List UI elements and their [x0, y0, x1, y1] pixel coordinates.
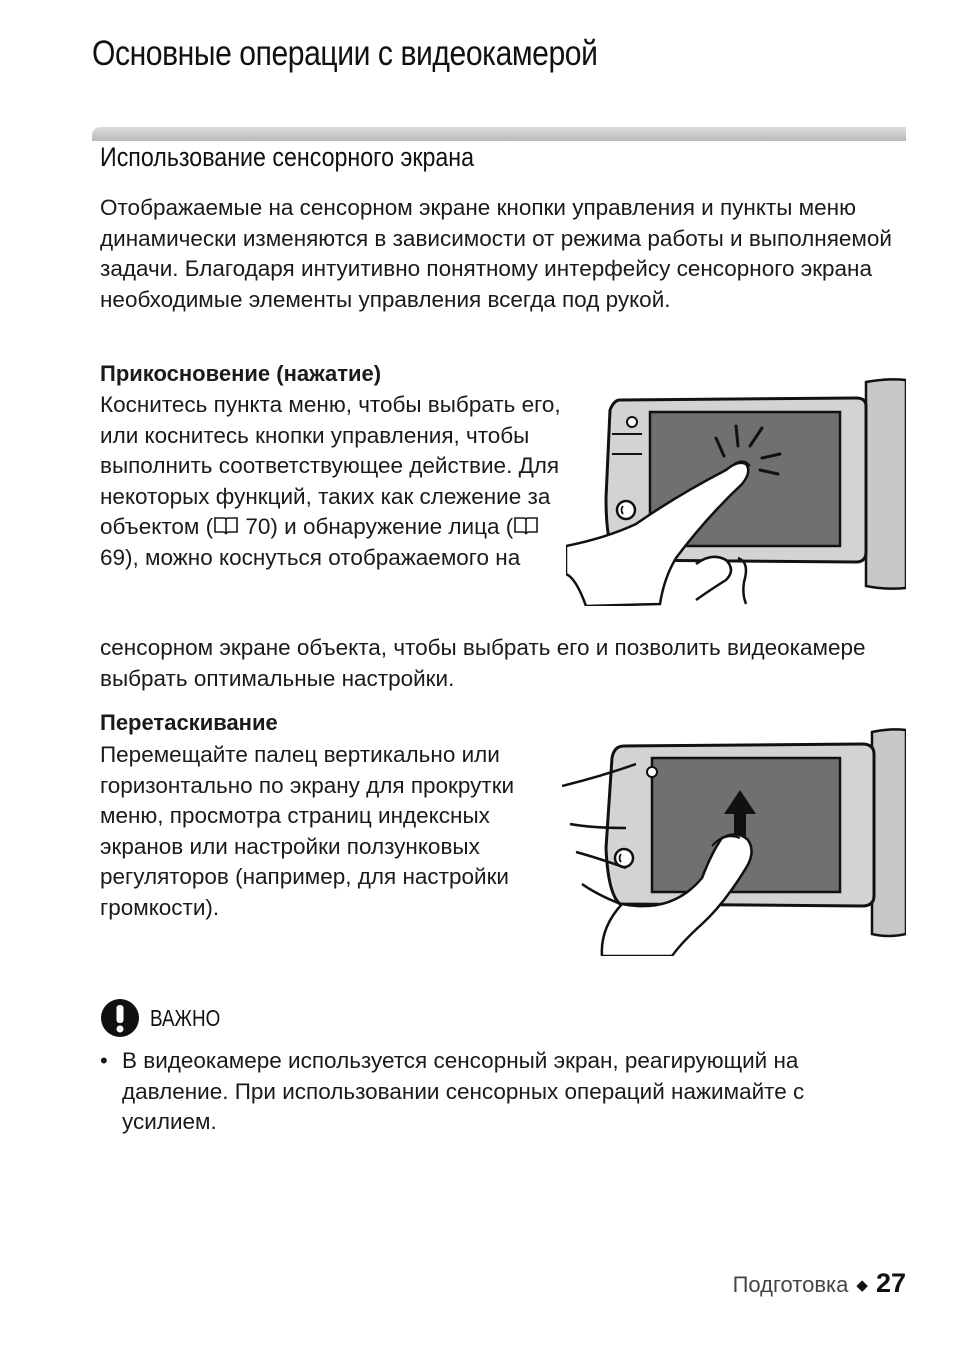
page-ref-link[interactable]: 70 [245, 514, 271, 539]
page-ref-link[interactable]: 69 [100, 544, 126, 570]
drag-paragraph: Перемещайте палец вертикально или горизонтально по экрану для прокрутки меню, просмотра страниц индексных экранов или настройки ползунковых регуляторов (например, для настройки громкости). [100, 742, 515, 920]
drag-illustration [562, 728, 906, 956]
book-icon [213, 516, 239, 536]
section-title: Использование сенсорного экрана [100, 142, 475, 172]
drag-heading: Перетаскивание [100, 710, 278, 735]
tap-heading: Прикосновение (нажатие) [100, 361, 382, 386]
page-number: 27 [875, 1268, 906, 1298]
list-item: • В видеокамере используется сенсорный экран, реагирующий на давление. При использовании сенсорных операций нажимайте с усилием. [100, 1048, 805, 1134]
diamond-icon: ◆ [856, 1277, 868, 1294]
important-notice [100, 997, 236, 1039]
tap-paragraph-continued: сенсорном экране объекта, чтобы выбрать его и позволить видеокамере выбрать оптимальные настройки. [100, 635, 866, 691]
bullet-icon: • [100, 1048, 108, 1073]
exclamation-icon [100, 998, 140, 1038]
intro-paragraph: Отображаемые на сенсорном экране кнопки управления и пункты меню динамически изменяются в зависимости от режима работы и выполняемой задачи. Благодаря интуитивно понятному интерфейсу сенсорного экрана необходимые элементы управления всегда под рукой. [100, 195, 892, 312]
page-footer [733, 1268, 906, 1299]
book-icon [513, 516, 539, 536]
tap-paragraph: Коснитесь пункта меню, чтобы выбрать его, или коснитесь кнопки управления, чтобы выполнить соответствующее действие. Для некоторых функций, таких как слежение за объектом ( 70) и обнаружение лица ( 69), можно коснуться отображаемого на [100, 392, 561, 570]
footer-section-name: Подготовка [732, 1272, 849, 1297]
important-label: ВАЖНО [150, 1004, 221, 1031]
page-title: Основные операции с видеокамерой [92, 34, 598, 73]
tap-illustration [566, 378, 906, 606]
important-list [100, 1046, 900, 1138]
section-divider-bar [92, 127, 906, 141]
